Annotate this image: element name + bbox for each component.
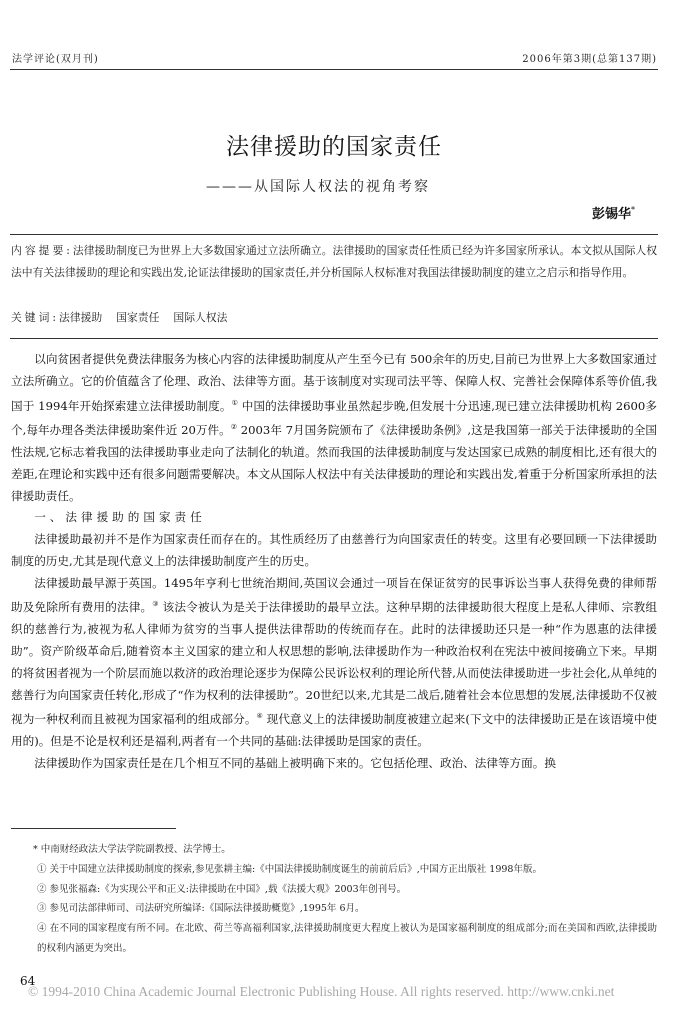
abstract-bottom-rule — [10, 338, 658, 339]
paragraph-text: 以向贫困者提供免费法律服务为核心内容的法律援助制度从产生至今已有 500余年的历史,目前已为世界上大多数国家通过立法所确立。它的价值蕴含了伦理、政治、法律等方面。基于该制度对实现司法平等、保障人权、完善社会保障体系等价值,我国于 1994年开始探索建立法律援助制度。 — [11, 352, 657, 413]
article-title: 法律援助的国家责任 — [226, 134, 442, 160]
abstract-text: 法律援助制度已为世界上大多数国家通过立法所确立。法律援助的国家责任性质已经为许多国家所承认。本文拟从国际人权法中有关法律援助的理论和实践出发,论证法律援助的国家责任,并分析国际人权标准对我国法律援助制度的建立之启示和指导作用。 — [11, 244, 657, 279]
body-paragraph — [11, 573, 657, 753]
section-heading: 一、法律援助的国家责任 — [34, 510, 206, 525]
footnote-ref: ② — [230, 423, 238, 432]
keyword: 国际人权法 — [173, 311, 228, 324]
copyright-watermark: © 1994-2010 China Academic Journal Electronic Publishing House. All rights reserved. http://www.cnki.net — [28, 984, 615, 999]
paragraph-text: 现代意义上的法律援助制度被建立起来(下文中的法律援助正是在该语境中使用的)。但是不论是权利还是福利,两者有一个共同的基础:法律援助是国家的责任。 — [11, 712, 657, 748]
article-subtitle: ———从国际人权法的视角考察 — [206, 179, 430, 195]
journal-header: 法学评论(双月刊) — [12, 54, 99, 65]
abstract-top-rule — [10, 234, 658, 235]
footnote-author: * 中南财经政法大学法学院副教授、法学博士。 — [33, 844, 231, 855]
footnote-ref: ① — [231, 398, 238, 407]
footnote-ref: ④ — [256, 712, 263, 721]
body-paragraph: 法律援助最初并不是作为国家责任而存在的。其性质经历了由慈善行为向国家责任的转变。这里有必要回顾一下法律援助制度的历史,尤其是现代意义上的法律援助制度产生的历史。 — [11, 532, 657, 568]
footnote-rule — [11, 828, 176, 829]
issue-header: 2006年第3期(总第137期) — [522, 54, 657, 65]
author — [592, 203, 635, 222]
paragraph-text: 法律援助最早源于英国。1495年亨利七世统治期间,英国议会通过一项旨在保证贫穷的民事诉讼当事人获得免费的律师帮助及免除所有费用的法律。 — [11, 575, 657, 615]
abstract-label: 内容提要: — [11, 244, 73, 257]
paragraph-text: 该法令被认为是关于法律援助的最早立法。这种早期的法律援助很大程度上是私人律师、宗教组织的慈善行为,被视为私人律师为贫穷的当事人提供法律帮助的传统而存在。此时的法律援助还只是一种“作为恩惠的法律援助”。资产阶级革命后,随着资本主义国家的建立和人权思想的影响,法律援助作为一种政治权利在宪法中被间接确立下来。早期的将贫困者视为一个阶层而施以救济的政治理论逐步为保障公民诉讼权利的理论所代替,从而使法律援助进一步社会化,从单纯的慈善行为向国家责任转化,形成了“作为权利的法律援助”。20世纪以来,尤其是二战后,随着社会本位思想的发展,法律援助不仅被视为一种权利而且被视为国家福利的组成部分。 — [11, 600, 657, 727]
footnote: ③ 参见司法部律师司、司法研究所编译:《国际法律援助概览》,1995年 6月。 — [37, 903, 365, 915]
footnote-ref: ③ — [152, 600, 159, 609]
keyword: 法律援助 — [59, 311, 103, 324]
footnote: ④ 在不同的国家程度有所不同。在北欧、荷兰等高福利国家,法律援助制度更大程度上被认为是国家福利制度的组成部分;而在美国和西欧,法律援助的权利内涵更为突出。 — [37, 923, 657, 954]
paragraph-text: 2003年 7月国务院颁布了《法律援助条例》,这是我国第一部关于法律援助的全国性法规,它标志着我国的法律援助事业走向了法制化的轨道。然而我国的法律援助制度与发达国家已成熟的制度相比,还有很大的差距,在理论和实践中还有很多问题需要解决。本文从国际人权法中有关法律援助的理论和实践出发,着重于分析国家所承担的法律援助责任。 — [11, 423, 657, 503]
footnote: ② 参见张福森:《为实现公平和正义:法律援助在中国》,载《法援大观》2003年创刊号。 — [37, 883, 407, 895]
keyword: 国家责任 — [116, 311, 160, 324]
body-paragraph: 法律援助作为国家责任是在几个相互不同的基础上被明确下来的。它包括伦理、政治、法律等方面。换 — [34, 755, 556, 770]
keywords-label: 关键词: — [11, 311, 60, 324]
paragraph-text: 中国的法律援助事业虽然起步晚,但发展十分迅速,现已建立法律援助机构 2600多个,每年办理各类法律援助案件近 20万件。 — [11, 398, 658, 438]
author-name: 彭锡华 — [592, 207, 632, 222]
author-mark: * — [631, 205, 636, 215]
article-body — [11, 349, 657, 775]
body-paragraph — [11, 349, 657, 507]
footnote: ① 关于中国建立法律援助制度的探索,参见张耕主编:《中国法律援助制度诞生的前前后后》,中国方正出版社 1998年版。 — [37, 863, 542, 875]
page-number: 64 — [20, 974, 36, 988]
abstract — [11, 240, 657, 284]
footnotes — [11, 840, 657, 959]
header-rule — [10, 69, 658, 70]
keywords — [11, 307, 657, 329]
